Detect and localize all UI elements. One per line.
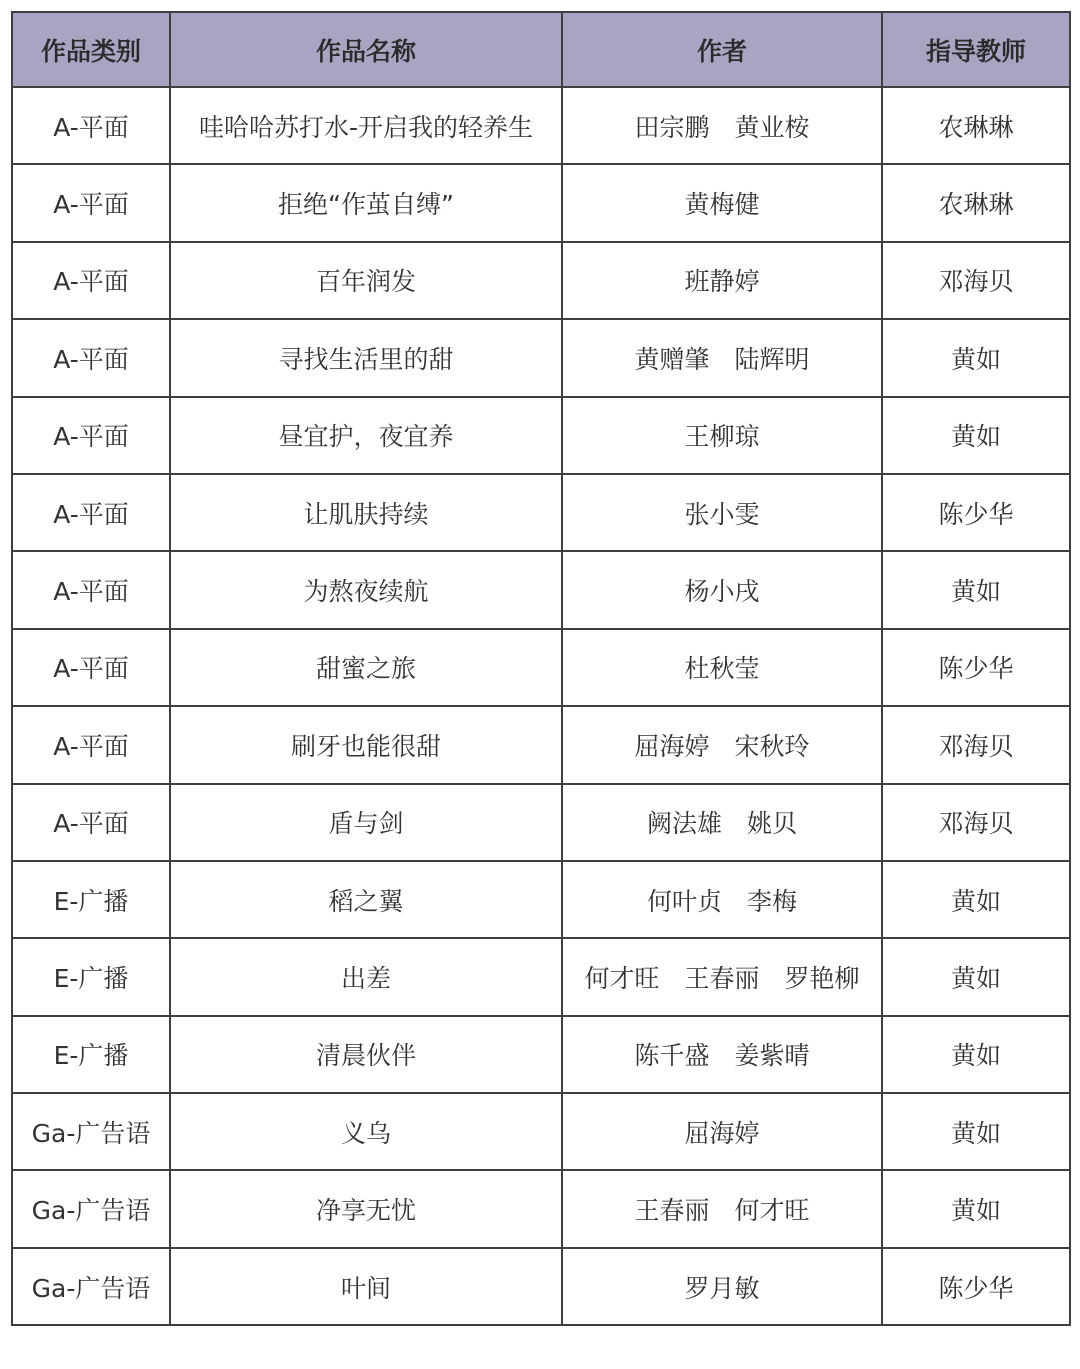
cell-category: A-平面 xyxy=(12,629,170,706)
cell-title: 叶间 xyxy=(170,1248,562,1325)
cell-title: 刷牙也能很甜 xyxy=(170,706,562,783)
cell-advisor: 邓海贝 xyxy=(882,784,1070,861)
cell-title: 为熬夜续航 xyxy=(170,551,562,628)
cell-category: A-平面 xyxy=(12,474,170,551)
header-authors: 作者 xyxy=(562,12,882,87)
cell-authors: 王柳琼 xyxy=(562,397,882,474)
cell-authors: 黄赠肇 陆辉明 xyxy=(562,319,882,396)
cell-authors: 何叶贞 李梅 xyxy=(562,861,882,938)
cell-advisor: 邓海贝 xyxy=(882,706,1070,783)
table-row xyxy=(12,319,1070,396)
cell-title: 盾与剑 xyxy=(170,784,562,861)
cell-title: 稻之翼 xyxy=(170,861,562,938)
cell-advisor: 黄如 xyxy=(882,1016,1070,1093)
table-row xyxy=(12,938,1070,1015)
cell-category: E-广播 xyxy=(12,1016,170,1093)
cell-authors: 黄梅健 xyxy=(562,164,882,241)
cell-category: A-平面 xyxy=(12,87,170,164)
cell-authors: 屈海婷 宋秋玲 xyxy=(562,706,882,783)
table-row xyxy=(12,1093,1070,1170)
cell-title: 寻找生活里的甜 xyxy=(170,319,562,396)
table-row xyxy=(12,474,1070,551)
table-row xyxy=(12,706,1070,783)
header-title: 作品名称 xyxy=(170,12,562,87)
cell-advisor: 黄如 xyxy=(882,1093,1070,1170)
cell-title: 净享无忧 xyxy=(170,1170,562,1247)
cell-category: A-平面 xyxy=(12,242,170,319)
cell-authors: 张小雯 xyxy=(562,474,882,551)
table-body xyxy=(12,87,1070,1325)
cell-advisor: 黄如 xyxy=(882,397,1070,474)
cell-category: A-平面 xyxy=(12,397,170,474)
cell-category: Ga-广告语 xyxy=(12,1248,170,1325)
cell-category: A-平面 xyxy=(12,319,170,396)
cell-advisor: 陈少华 xyxy=(882,629,1070,706)
cell-category: E-广播 xyxy=(12,938,170,1015)
cell-advisor: 黄如 xyxy=(882,1170,1070,1247)
cell-authors: 何才旺 王春丽 罗艳柳 xyxy=(562,938,882,1015)
cell-authors: 杜秋莹 xyxy=(562,629,882,706)
header-category: 作品类别 xyxy=(12,12,170,87)
awards-table-container xyxy=(11,11,1069,1326)
cell-advisor: 黄如 xyxy=(882,861,1070,938)
cell-title: 出差 xyxy=(170,938,562,1015)
table-row xyxy=(12,551,1070,628)
table-row xyxy=(12,1016,1070,1093)
table-row xyxy=(12,1248,1070,1325)
header-row xyxy=(12,12,1070,87)
cell-advisor: 邓海贝 xyxy=(882,242,1070,319)
cell-category: A-平面 xyxy=(12,706,170,783)
cell-title: 义乌 xyxy=(170,1093,562,1170)
cell-category: A-平面 xyxy=(12,164,170,241)
cell-authors: 王春丽 何才旺 xyxy=(562,1170,882,1247)
cell-category: Ga-广告语 xyxy=(12,1093,170,1170)
cell-advisor: 黄如 xyxy=(882,938,1070,1015)
cell-category: Ga-广告语 xyxy=(12,1170,170,1247)
cell-authors: 陈千盛 姜紫晴 xyxy=(562,1016,882,1093)
cell-category: A-平面 xyxy=(12,784,170,861)
cell-advisor: 陈少华 xyxy=(882,474,1070,551)
table-row xyxy=(12,242,1070,319)
cell-advisor: 黄如 xyxy=(882,319,1070,396)
cell-title: 清晨伙伴 xyxy=(170,1016,562,1093)
cell-advisor: 陈少华 xyxy=(882,1248,1070,1325)
cell-title: 拒绝“作茧自缚” xyxy=(170,164,562,241)
cell-authors: 屈海婷 xyxy=(562,1093,882,1170)
cell-title: 哇哈哈苏打水-开启我的轻养生 xyxy=(170,87,562,164)
table-row xyxy=(12,87,1070,164)
table-row xyxy=(12,861,1070,938)
table-header xyxy=(12,12,1070,87)
cell-authors: 班静婷 xyxy=(562,242,882,319)
table-row xyxy=(12,1170,1070,1247)
cell-advisor: 黄如 xyxy=(882,551,1070,628)
table-row xyxy=(12,164,1070,241)
cell-title: 甜蜜之旅 xyxy=(170,629,562,706)
cell-category: E-广播 xyxy=(12,861,170,938)
cell-title: 昼宜护，夜宜养 xyxy=(170,397,562,474)
awards-table xyxy=(11,11,1071,1326)
cell-advisor: 农琳琳 xyxy=(882,87,1070,164)
table-row xyxy=(12,629,1070,706)
table-row xyxy=(12,397,1070,474)
cell-authors: 田宗鹏 黄业桉 xyxy=(562,87,882,164)
header-advisor: 指导教师 xyxy=(882,12,1070,87)
cell-category: A-平面 xyxy=(12,551,170,628)
cell-title: 百年润发 xyxy=(170,242,562,319)
cell-advisor: 农琳琳 xyxy=(882,164,1070,241)
cell-authors: 罗月敏 xyxy=(562,1248,882,1325)
cell-title: 让肌肤持续 xyxy=(170,474,562,551)
table-row xyxy=(12,784,1070,861)
cell-authors: 杨小戌 xyxy=(562,551,882,628)
cell-authors: 阙法雄 姚贝 xyxy=(562,784,882,861)
